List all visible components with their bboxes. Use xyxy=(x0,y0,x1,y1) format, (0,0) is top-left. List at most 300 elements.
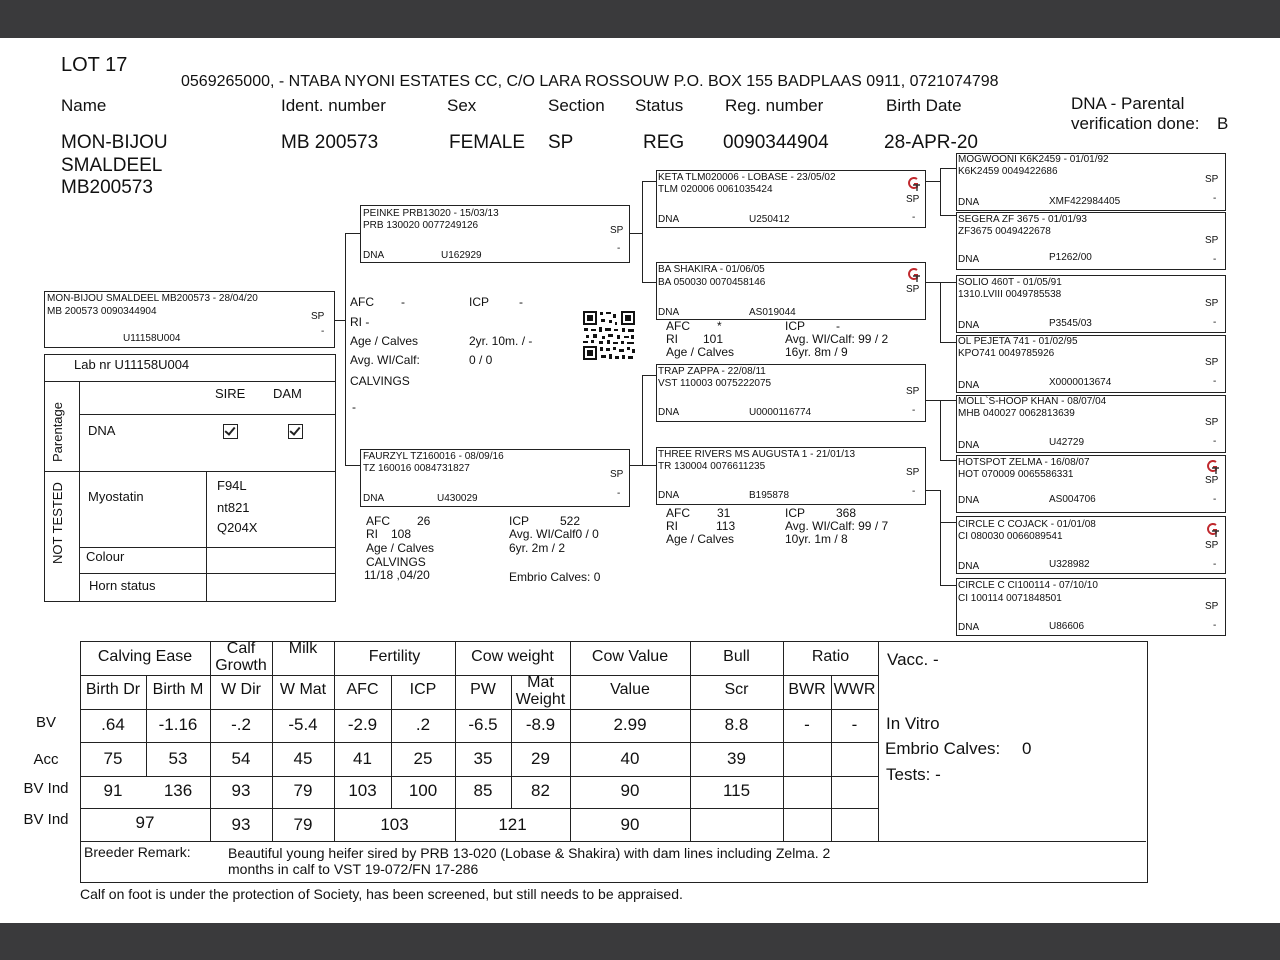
gp4-age-value: 10yr. 1m / 8 xyxy=(785,532,848,546)
vacc-label: Vacc. - xyxy=(887,650,939,669)
ind-group-cell: 93 xyxy=(231,815,251,834)
animal-sex: FEMALE xyxy=(449,132,526,153)
top-bar xyxy=(0,0,1280,38)
col-wwr: WWR xyxy=(833,681,876,698)
divider xyxy=(80,742,878,743)
animal-status: REG xyxy=(643,132,685,153)
connector xyxy=(940,400,941,460)
embrio-calves-value: 0 xyxy=(1022,739,1032,758)
myostatin-f94l: F94L xyxy=(217,478,247,493)
ggp-title: OL PEJETA 741 - 01/02/95 xyxy=(958,336,1078,347)
ggp-dna-label: DNA xyxy=(958,320,980,331)
divider xyxy=(878,641,879,841)
gp2-age-label: Age / Calves xyxy=(666,345,735,359)
ind-cell: 82 xyxy=(531,781,550,800)
ggp-dna-value: X0000013674 xyxy=(1049,377,1112,388)
breeder-remark-line-2: months in calf to VST 19-072/FN 17-286 xyxy=(228,861,479,877)
myostatin-label: Myostatin xyxy=(88,489,144,504)
bv-cell: -1.16 xyxy=(158,715,198,734)
connector xyxy=(629,233,643,234)
ggp-dna-label: DNA xyxy=(958,561,980,572)
header-sex: Sex xyxy=(447,96,477,115)
dna-label: DNA xyxy=(88,423,116,438)
gp-dash: - xyxy=(912,212,916,223)
great-grandparent-box xyxy=(956,275,1226,333)
col-mat: Mat xyxy=(527,674,554,691)
gp-section: SP xyxy=(906,284,920,295)
self-ids: MB 200573 0090344904 xyxy=(47,306,157,317)
gp4-wi: Avg. WI/Calf: 99 / 7 xyxy=(785,519,889,533)
tests-label: Tests: - xyxy=(886,765,941,784)
self-section: SP xyxy=(311,311,325,322)
dam-title: FAURZYL TZ160016 - 08/09/16 xyxy=(363,451,504,462)
ind-group-cell: 79 xyxy=(293,815,313,834)
qr-code-icon xyxy=(582,310,636,361)
dam-pedigree-box xyxy=(360,449,630,507)
animal-name-1: MON-BIJOU xyxy=(61,132,168,153)
ggp-dna-label: DNA xyxy=(958,254,980,265)
great-grandparent-box xyxy=(956,455,1226,513)
gp-dna-value: B195878 xyxy=(749,490,790,501)
ggp-dna-value: AS004706 xyxy=(1049,494,1096,505)
self-calvings-label: CALVINGS xyxy=(350,374,410,388)
group-calf: Calf xyxy=(226,640,256,657)
col-afc: AFC xyxy=(346,681,379,698)
connector xyxy=(629,465,643,466)
self-age-label: Age / Calves xyxy=(350,334,419,348)
gp2-afc-label: AFC xyxy=(666,319,690,333)
divider xyxy=(831,675,832,841)
ggp-title: MOGWOONI K6K2459 - 01/01/92 xyxy=(958,154,1109,165)
divider xyxy=(570,641,571,841)
animal-ident: MB 200573 xyxy=(281,132,379,153)
gp-dna-label: DNA xyxy=(658,407,680,418)
acc-cell: 75 xyxy=(103,749,123,768)
lot-number: LOT 17 xyxy=(61,54,128,76)
ggp-title: MOLL`S-HOOP KHAN - 08/07/04 xyxy=(958,396,1107,407)
gp2-wi: Avg. WI/Calf: 99 / 2 xyxy=(785,332,889,346)
ggp-dna-label: DNA xyxy=(958,495,980,506)
dam-section: SP xyxy=(610,469,624,480)
group-ratio: Ratio xyxy=(811,648,850,665)
connector xyxy=(345,233,360,234)
embrio-calves-label: Embrio Calves: xyxy=(885,739,1001,758)
acc-cell: 40 xyxy=(620,749,640,768)
animal-reg: 0090344904 xyxy=(723,132,829,153)
bv-cell: 8.8 xyxy=(724,715,749,734)
header-birth: Birth Date xyxy=(886,96,962,115)
ggp-section: SP xyxy=(1205,475,1219,486)
connector xyxy=(940,400,956,401)
ind-cell: 85 xyxy=(473,781,493,800)
gp4-icp-value: 368 xyxy=(836,506,857,520)
ggp-section: SP xyxy=(1205,357,1219,368)
gp2-ri-label: RI xyxy=(666,332,678,346)
great-grandparent-box xyxy=(956,212,1226,270)
sire-dash: - xyxy=(617,243,621,254)
connector xyxy=(925,400,941,401)
bv-cell: -8.9 xyxy=(525,715,556,734)
grandparent-box xyxy=(656,447,926,505)
ind-group-cell: 90 xyxy=(620,815,640,834)
dna-verification-value: B xyxy=(1217,114,1229,133)
bv-cell: -2.9 xyxy=(347,715,378,734)
ind-cell: 103 xyxy=(348,781,377,800)
connector xyxy=(940,168,956,169)
divider xyxy=(80,709,878,710)
gp-dna-value: U0000116774 xyxy=(749,407,812,418)
ggp-dna-label: DNA xyxy=(958,440,980,451)
divider xyxy=(206,471,207,601)
row-label-bv-ind: BV Ind xyxy=(23,780,69,797)
sire-section: SP xyxy=(610,225,624,236)
row-label-bv: BV xyxy=(35,714,56,731)
divider xyxy=(272,641,273,841)
row-label-bv-ind-grouped: BV Ind xyxy=(23,811,69,828)
bv-cell: -5.4 xyxy=(288,715,318,734)
group-fertility: Fertility xyxy=(368,648,421,665)
gp2-icp-label: ICP xyxy=(785,319,806,333)
lab-number: Lab nr U11158U004 xyxy=(74,357,190,372)
divider xyxy=(44,471,335,472)
gp-section: SP xyxy=(906,194,920,205)
connector xyxy=(345,233,346,465)
dam-dna-value: U430029 xyxy=(437,493,478,504)
animal-birth: 28-APR-20 xyxy=(884,132,978,153)
self-pedigree-box xyxy=(44,291,335,348)
divider xyxy=(44,381,335,382)
header-ident: Ident. number xyxy=(281,96,386,115)
gp2-ri-value: 101 xyxy=(703,332,724,346)
group-calving-ease: Calving Ease xyxy=(97,648,193,665)
self-icp-value: - xyxy=(519,295,523,309)
ggp-ids: HOT 070009 0065586331 xyxy=(958,469,1074,480)
connector xyxy=(940,215,956,216)
in-vitro-label: In Vitro xyxy=(886,714,940,733)
gp-title: THREE RIVERS MS AUGUSTA 1 - 21/01/13 xyxy=(658,449,856,460)
col-birth-m: Birth M xyxy=(152,681,204,698)
ggp-dash: - xyxy=(1213,559,1217,570)
divider xyxy=(334,641,335,841)
self-calvings-value: - xyxy=(352,400,356,414)
grandparent-box xyxy=(656,170,926,228)
ggp-dna-value: U86606 xyxy=(1049,621,1085,632)
great-grandparent-box xyxy=(956,395,1226,453)
gp4-afc-label: AFC xyxy=(666,506,690,520)
dam-afc-label: AFC xyxy=(366,514,390,528)
gp-title: KETA TLM020006 - LOBASE - 23/05/02 xyxy=(658,172,836,183)
gp-dash: - xyxy=(912,486,916,497)
ggp-section: SP xyxy=(1205,235,1219,246)
acc-cell: 39 xyxy=(727,749,746,768)
divider xyxy=(79,414,335,415)
connector xyxy=(940,522,956,523)
dam-ri-value: 108 xyxy=(391,527,412,541)
parentage-label: Parentage xyxy=(50,402,65,462)
gp-dna-label: DNA xyxy=(658,214,680,225)
gp-ids: TR 130004 0076611235 xyxy=(658,461,766,472)
ggp-ids: CI 080030 0066089541 xyxy=(958,531,1063,542)
ggp-ids: KPO741 0049785926 xyxy=(958,348,1055,359)
dam-column-header: DAM xyxy=(273,386,302,401)
col-value: Value xyxy=(610,681,650,698)
ggp-section: SP xyxy=(1205,174,1219,185)
header-reg: Reg. number xyxy=(725,96,824,115)
dam-wi: Avg. WI/Calf0 / 0 xyxy=(509,527,599,541)
ggp-title: CIRCLE C COJACK - 01/01/08 xyxy=(958,519,1096,530)
animal-name-3: MB200573 xyxy=(61,177,153,198)
ggp-dna-value: P3545/03 xyxy=(1049,318,1092,329)
self-wi-value: 0 / 0 xyxy=(469,353,493,367)
bv-cell: - xyxy=(851,715,858,734)
self-afc-label: AFC xyxy=(350,295,374,309)
ggp-dash: - xyxy=(1213,376,1217,387)
dam-icp-label: ICP xyxy=(509,514,530,528)
bv-cell: -6.5 xyxy=(468,715,498,734)
grandparent-box xyxy=(656,364,926,422)
divider xyxy=(80,808,878,809)
sire-ids: PRB 130020 0077249126 xyxy=(363,220,479,231)
ggp-dna-value: P1262/00 xyxy=(1049,252,1092,263)
ind-cell: 93 xyxy=(231,781,251,800)
ggp-dash: - xyxy=(1213,254,1217,265)
ggp-dash: - xyxy=(1213,494,1217,505)
ggp-title: SOLIO 460T - 01/05/91 xyxy=(958,277,1062,288)
bv-cell: 2.99 xyxy=(613,715,647,734)
animal-name-2: SMALDEEL xyxy=(61,155,163,176)
sire-dna-value: U162929 xyxy=(441,250,482,261)
connector xyxy=(642,375,643,465)
dam-calvings-value: 11/18 ,04/20 xyxy=(364,568,430,582)
acc-cell: 29 xyxy=(531,749,550,768)
gp-title: BA SHAKIRA - 01/06/05 xyxy=(658,264,765,275)
dam-icp-value: 522 xyxy=(560,514,581,528)
ggp-dash: - xyxy=(1213,620,1217,631)
acc-cell: 54 xyxy=(231,749,251,768)
grandparent-box xyxy=(656,262,926,320)
ind-group-cell: 97 xyxy=(135,813,155,832)
col-icp: ICP xyxy=(409,681,437,698)
connector xyxy=(925,181,941,182)
sire-dna-checkbox xyxy=(223,424,238,439)
header-status: Status xyxy=(635,96,684,115)
connector xyxy=(940,168,941,215)
dam-embrio: Embrio Calves: 0 xyxy=(509,570,601,584)
dam-afc-value: 26 xyxy=(417,514,431,528)
self-wi-label: Avg. WI/Calf: xyxy=(350,353,420,367)
society-logo-icon xyxy=(1206,459,1220,475)
ind-cell: 100 xyxy=(408,781,438,800)
ggp-section: SP xyxy=(1205,540,1219,551)
connector xyxy=(345,465,360,466)
gp-ids: BA 050030 0070458146 xyxy=(658,277,766,288)
myostatin-nt821: nt821 xyxy=(217,500,250,515)
col-scr: Scr xyxy=(724,681,749,698)
gp4-ri-value: 113 xyxy=(716,519,736,533)
gp2-age-value: 16yr. 8m / 9 xyxy=(785,345,848,359)
ggp-title: HOTSPOT ZELMA - 16/08/07 xyxy=(958,457,1090,468)
ggp-ids: MHB 040027 0062813639 xyxy=(958,408,1075,419)
gp-dna-label: DNA xyxy=(658,307,680,318)
ggp-title: CIRCLE C CI100114 - 07/10/10 xyxy=(958,580,1098,591)
bv-cell: .64 xyxy=(101,715,125,734)
header-section: Section xyxy=(548,96,605,115)
group-milk: Milk xyxy=(288,640,318,657)
ggp-dna-label: DNA xyxy=(958,622,980,633)
connector xyxy=(940,282,941,342)
ggp-dna-value: XMF422984405 xyxy=(1049,196,1121,207)
divider xyxy=(79,573,335,574)
connector xyxy=(940,585,956,586)
divider xyxy=(783,641,784,841)
self-age-value: 2yr. 10m. / - xyxy=(469,334,533,348)
not-tested-label: NOT TESTED xyxy=(50,482,65,564)
ggp-dash: - xyxy=(1213,317,1217,328)
dam-dna-label: DNA xyxy=(363,493,385,504)
col-w-mat: W Mat xyxy=(279,681,327,698)
divider xyxy=(690,641,691,841)
acc-cell: 41 xyxy=(353,749,372,768)
sire-column-header: SIRE xyxy=(215,386,246,401)
society-logo-icon xyxy=(907,176,921,192)
dam-ids: TZ 160016 0084731827 xyxy=(363,463,470,474)
group-cow-value: Cow Value xyxy=(591,648,669,665)
breeder-remark-label: Breeder Remark: xyxy=(84,844,191,860)
great-grandparent-box xyxy=(956,153,1226,211)
col-w-dir: W Dir xyxy=(221,681,261,698)
ggp-ids: ZF3675 0049422678 xyxy=(958,226,1051,237)
ind-group-cell: 103 xyxy=(380,815,409,834)
col-bwr: BWR xyxy=(788,681,826,698)
gp-ids: TLM 020006 0061035424 xyxy=(658,184,773,195)
ind-cell: 115 xyxy=(722,781,751,800)
bv-cell: -.2 xyxy=(231,715,251,734)
breeder-remark-line-1: Beautiful young heifer sired by PRB 13-020 (Lobase & Shakira) with dam lines including Zelma. 2 xyxy=(228,845,831,861)
acc-cell: 25 xyxy=(413,749,433,768)
sire-title: PEINKE PRB13020 - 15/03/13 xyxy=(363,208,499,219)
bottom-bar xyxy=(0,923,1280,960)
ggp-section: SP xyxy=(1205,417,1219,428)
divider xyxy=(79,547,335,548)
connector xyxy=(940,460,956,461)
sire-dna-label: DNA xyxy=(363,250,385,261)
divider xyxy=(80,841,1146,842)
gp2-afc-value: * xyxy=(717,319,722,333)
self-dash: - xyxy=(321,326,325,337)
connector xyxy=(642,181,643,282)
connector xyxy=(642,181,656,182)
ind-cell: 90 xyxy=(620,781,640,800)
ggp-section: SP xyxy=(1205,298,1219,309)
ggp-dna-label: DNA xyxy=(958,197,980,208)
connector xyxy=(642,465,656,466)
bv-cell: - xyxy=(804,715,810,734)
header-name: Name xyxy=(61,96,107,115)
gp4-icp-label: ICP xyxy=(785,506,806,520)
gp4-age-label: Age / Calves xyxy=(666,532,735,546)
ggp-ids: CI 100114 0071848501 xyxy=(958,593,1062,604)
connector xyxy=(925,282,941,283)
ind-group-cell: 121 xyxy=(498,815,527,834)
ggp-section: SP xyxy=(1205,601,1219,612)
gp-dash: - xyxy=(912,405,916,416)
group-cow-weight: Cow weight xyxy=(471,648,554,665)
connector xyxy=(940,490,941,585)
connector xyxy=(940,342,956,343)
divider xyxy=(80,776,878,777)
connector xyxy=(925,490,941,491)
dam-age-value: 6yr. 2m / 2 xyxy=(509,541,566,555)
col-birth-dr: Birth Dr xyxy=(85,681,141,698)
gp-section: SP xyxy=(906,386,920,397)
animal-section: SP xyxy=(548,132,574,153)
col-weight: Weight xyxy=(515,691,566,708)
dam-age-label: Age / Calves xyxy=(366,541,435,555)
great-grandparent-box xyxy=(956,516,1226,574)
self-ri: RI - xyxy=(350,315,370,329)
header-dna1: DNA - Parental xyxy=(1071,94,1185,113)
ggp-dna-label: DNA xyxy=(958,380,980,391)
dam-ri-label: RI xyxy=(366,527,378,541)
ggp-ids: K6K2459 0049422686 xyxy=(958,166,1058,177)
divider xyxy=(455,641,456,841)
society-logo-icon xyxy=(1206,522,1220,538)
gp-dna-label: DNA xyxy=(658,490,680,501)
dam-dash: - xyxy=(617,488,621,499)
gp-dna-value: U250412 xyxy=(749,214,790,225)
ggp-ids: 1310.LVIII 0049785538 xyxy=(958,289,1062,300)
row-label-acc: Acc xyxy=(33,751,59,768)
colour-label: Colour xyxy=(86,549,125,564)
header-dna2: verification done: xyxy=(1071,114,1200,133)
acc-cell: 35 xyxy=(473,749,493,768)
ggp-dna-value: U328982 xyxy=(1049,559,1090,570)
self-afc-value: - xyxy=(401,295,405,309)
connector xyxy=(642,282,656,283)
gp-ids: VST 110003 0075222075 xyxy=(658,378,772,389)
connector xyxy=(940,282,956,283)
bv-cell: .2 xyxy=(415,715,431,734)
gp-dna-value: AS019044 xyxy=(749,307,796,318)
great-grandparent-box xyxy=(956,335,1226,393)
horn-status-label: Horn status xyxy=(89,578,156,593)
self-title: MON-BIJOU SMALDEEL MB200573 - 28/04/20 xyxy=(47,293,258,304)
group-bull: Bull xyxy=(723,648,750,665)
ind-cell: 79 xyxy=(293,781,313,800)
myostatin-q204x: Q204X xyxy=(217,520,258,535)
society-logo-icon xyxy=(907,267,921,283)
self-icp-label: ICP xyxy=(469,295,490,309)
acc-cell: 45 xyxy=(293,749,313,768)
owner-line: 0569265000, - NTABA NYONI ESTATES CC, C/O LARA ROSSOUW P.O. BOX 155 BADPLAAS 0911, 0721074798 xyxy=(181,73,999,90)
gp4-afc-value: 31 xyxy=(717,506,731,520)
gp2-icp-value: - xyxy=(836,319,840,333)
ggp-dash: - xyxy=(1213,193,1217,204)
gp-section: SP xyxy=(906,467,920,478)
gp-title: TRAP ZAPPA - 22/08/11 xyxy=(658,366,766,377)
ggp-dna-value: U42729 xyxy=(1049,437,1085,448)
footer-note: Calf on foot is under the protection of Society, has been screened, but still needs to be appraised. xyxy=(80,886,683,902)
col-pw: PW xyxy=(470,681,496,698)
ind-cell: 91 xyxy=(103,781,123,800)
gp4-ri-label: RI xyxy=(666,519,678,533)
divider xyxy=(80,675,878,676)
great-grandparent-box xyxy=(956,578,1226,636)
acc-cell: 53 xyxy=(168,749,188,768)
ggp-dash: - xyxy=(1213,436,1217,447)
ind-cell: 136 xyxy=(163,781,193,800)
sire-pedigree-box xyxy=(360,205,630,263)
